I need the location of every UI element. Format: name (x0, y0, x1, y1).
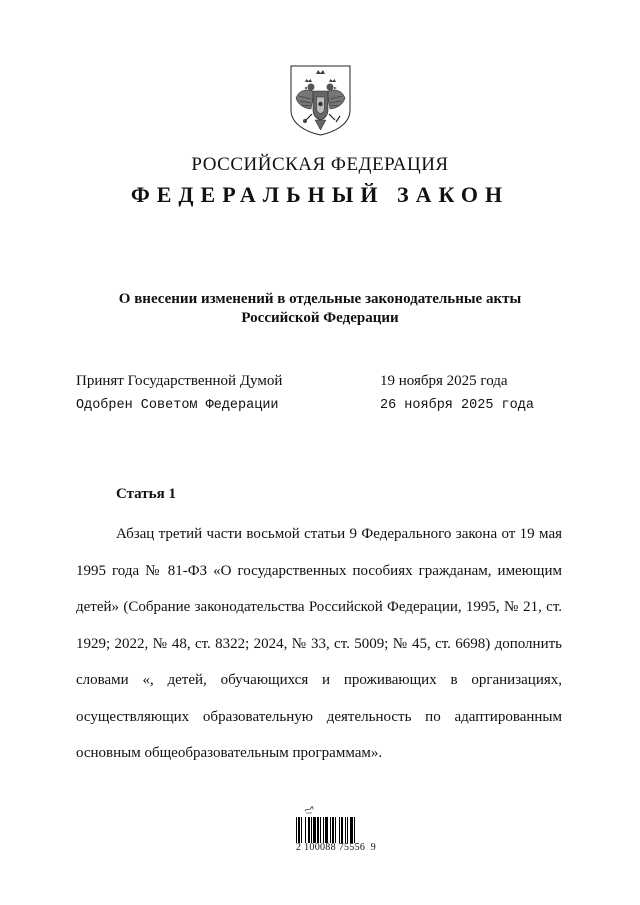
adoption-label: Принят Государственной Думой (76, 373, 283, 389)
country-heading: РОССИЙСКАЯ ФЕДЕРАЦИЯ (191, 154, 449, 175)
coat-of-arms-icon (289, 64, 352, 137)
signature-stamp-icon (304, 804, 314, 814)
article-heading: Статья 1 (116, 486, 176, 502)
adoption-label: Одобрен Советом Федерации (76, 398, 279, 413)
law-title (100, 290, 540, 328)
barcode-number: 2 100088 75556 9 (296, 842, 377, 853)
law-title-line-2: Российской Федерации (241, 310, 399, 326)
adoption-date: 26 ноября 2025 года (380, 398, 534, 413)
article-body-text: Абзац третий части восьмой статьи 9 Федерального закона от 19 мая 1995 года № 81-ФЗ «О государственных пособиях гражданам, имеющим детей» (Собрание законодательства Российской Федерации, 1995, № 21, ст. 1929; 2022, № 48, ст. 8322; 2024, № 33, ст. 5009; № 45, ст. 6698) дополнить словами «, детей, обучающихся и проживающих в организациях, осуществляющих образовательную деятельность по адаптированным основным общеобразовательным программам». (76, 526, 562, 761)
barcode (296, 817, 374, 843)
document-type-heading: ФЕДЕРАЛЬНЫЙ ЗАКОН (130, 182, 510, 207)
adoption-date: 19 ноября 2025 года (380, 373, 508, 389)
law-title-line-1: О внесении изменений в отдельные законодательные акты (118, 291, 522, 307)
